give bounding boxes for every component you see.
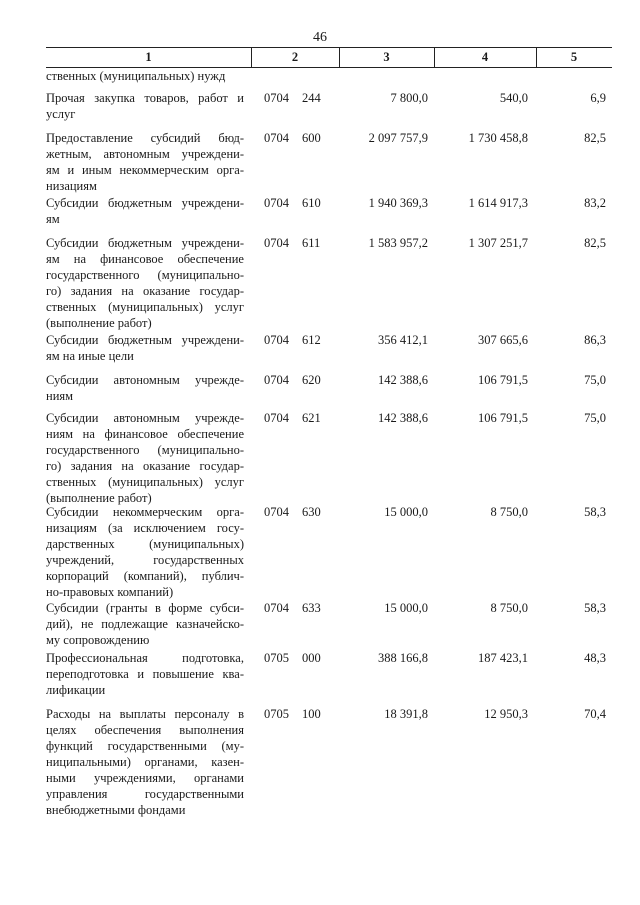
header-col-3: 3	[383, 50, 390, 64]
continuation-text: ственных (муниципальных) нужд	[46, 69, 226, 83]
description-line: ными учреждениями, органами	[46, 771, 244, 785]
executed-amount: 187 423,1	[478, 651, 528, 665]
description-line: лификации	[46, 683, 106, 697]
execution-percent: 6,9	[590, 91, 606, 105]
executed-amount: 540,0	[499, 91, 528, 105]
description-line: му сопровождению	[46, 633, 150, 647]
approved-amount: 142 388,6	[378, 373, 428, 387]
description-line: ям на иные цели	[46, 349, 134, 363]
execution-percent: 70,4	[584, 707, 606, 721]
row-description	[46, 90, 244, 122]
description-line: ям и иным некоммерческим орга-	[46, 163, 244, 177]
table-header	[46, 47, 612, 68]
description-line: корпораций (компаний), публич-	[46, 569, 244, 583]
approved-amount: 1 940 369,3	[368, 196, 428, 210]
expense-code: 244	[302, 91, 321, 105]
execution-percent: 58,3	[584, 505, 606, 519]
approved-amount: 1 583 957,2	[368, 236, 428, 250]
description-line: учреждений, государственных	[46, 553, 244, 567]
executed-amount: 1 307 251,7	[468, 236, 528, 250]
section-code: 0704	[264, 373, 289, 387]
executed-amount: 12 950,3	[484, 707, 528, 721]
expense-code: 100	[302, 707, 321, 721]
expense-code: 611	[302, 236, 321, 250]
approved-amount: 15 000,0	[384, 601, 428, 615]
approved-amount: 388 166,8	[378, 651, 428, 665]
row-description	[46, 706, 244, 818]
description-line: Предоставление субсидий бюд-	[46, 131, 244, 145]
description-line: Субсидии автономным учрежде-	[46, 411, 244, 425]
description-line: ственных (муниципальных) услуг	[46, 475, 244, 489]
description-line: го) задания на оказание государ-	[46, 459, 244, 473]
row-description	[46, 372, 244, 404]
description-line: дарственных (муниципальных)	[46, 537, 244, 551]
row-description	[46, 650, 244, 698]
executed-amount: 307 665,6	[478, 333, 528, 347]
expense-code: 600	[302, 131, 321, 145]
description-line: целях обеспечения выполнения	[46, 723, 244, 737]
description-line: Субсидии автономным учрежде-	[46, 373, 244, 387]
description-line: жетным, автономным учреждени-	[46, 147, 244, 161]
execution-percent: 75,0	[584, 373, 606, 387]
approved-amount: 2 097 757,9	[368, 131, 428, 145]
description-line: Субсидии некоммерческим орга-	[46, 505, 244, 519]
row-description	[46, 332, 244, 364]
description-line: ственных (муниципальных) услуг	[46, 300, 244, 314]
description-line: функций государственными (му-	[46, 739, 244, 753]
expense-code: 620	[302, 373, 321, 387]
executed-amount: 1 730 458,8	[468, 131, 528, 145]
description-line: Субсидии бюджетным учреждени-	[46, 196, 244, 210]
approved-amount: 7 800,0	[390, 91, 428, 105]
description-line: го) задания на оказание государ-	[46, 284, 244, 298]
header-col-2: 2	[291, 50, 299, 64]
expense-code: 000	[302, 651, 321, 665]
description-line: ниям на финансовое обеспечение	[46, 427, 244, 441]
description-line: Субсидии бюджетным учреждени-	[46, 333, 244, 347]
description-line: Профессиональная подготовка,	[46, 651, 244, 665]
executed-amount: 8 750,0	[490, 505, 528, 519]
header-col-1: 1	[145, 50, 152, 64]
execution-percent: 83,2	[584, 196, 606, 210]
section-code: 0704	[264, 411, 289, 425]
expense-code: 630	[302, 505, 321, 519]
description-line: Субсидии (гранты в форме субси-	[46, 601, 244, 615]
row-description	[46, 504, 244, 600]
description-line: услуг	[46, 107, 76, 121]
header-col-5: 5	[570, 50, 578, 64]
description-line: но-правовых компаний)	[46, 585, 174, 599]
description-line: Прочая закупка товаров, работ и	[46, 91, 244, 105]
section-code: 0705	[264, 707, 289, 721]
execution-percent: 86,3	[584, 333, 606, 347]
description-line: низациям (за исключением госу-	[46, 521, 244, 535]
execution-percent: 48,3	[584, 651, 606, 665]
section-code: 0704	[264, 601, 289, 615]
description-line: низациям	[46, 179, 97, 193]
description-line: Субсидии бюджетным учреждени-	[46, 236, 244, 250]
approved-amount: 18 391,8	[384, 707, 428, 721]
section-code: 0704	[264, 236, 289, 250]
approved-amount: 15 000,0	[384, 505, 428, 519]
description-line: ям	[46, 212, 60, 226]
section-code: 0704	[264, 333, 289, 347]
section-code: 0704	[264, 91, 289, 105]
description-line: внебюджетными фондами	[46, 803, 186, 817]
row-description	[46, 130, 244, 194]
row-description	[46, 235, 244, 331]
executed-amount: 1 614 917,3	[468, 196, 528, 210]
execution-percent: 82,5	[584, 236, 606, 250]
approved-amount: 356 412,1	[378, 333, 428, 347]
description-line: государственного (муниципально-	[46, 443, 244, 457]
expense-code: 610	[302, 196, 321, 210]
row-description	[46, 195, 244, 227]
description-line: Расходы на выплаты персоналу в	[46, 707, 244, 721]
description-line: государственного (муниципально-	[46, 268, 244, 282]
approved-amount: 142 388,6	[378, 411, 428, 425]
expense-code: 621	[302, 411, 321, 425]
description-line: (выполнение работ)	[46, 491, 152, 505]
description-line: ниям	[46, 389, 74, 403]
description-line: переподготовка и повышение ква-	[46, 667, 244, 681]
section-code: 0705	[264, 651, 289, 665]
row-description	[46, 600, 244, 648]
section-code: 0704	[264, 505, 289, 519]
expense-code: 612	[302, 333, 321, 347]
description-line: (выполнение работ)	[46, 316, 152, 330]
row-description	[46, 410, 244, 506]
expense-code: 633	[302, 601, 321, 615]
description-line: ниципальными) органами, казен-	[46, 755, 244, 769]
executed-amount: 106 791,5	[478, 411, 528, 425]
execution-percent: 82,5	[584, 131, 606, 145]
description-line: управления государственными	[46, 787, 244, 801]
execution-percent: 58,3	[584, 601, 606, 615]
executed-amount: 8 750,0	[490, 601, 528, 615]
header-col-4: 4	[481, 50, 489, 64]
description-line: ям на финансовое обеспечение	[46, 252, 244, 266]
section-code: 0704	[264, 196, 289, 210]
execution-percent: 75,0	[584, 411, 606, 425]
executed-amount: 106 791,5	[478, 373, 528, 387]
section-code: 0704	[264, 131, 289, 145]
page-number: 46	[313, 30, 327, 45]
description-line: дий), не подлежащие казначейско-	[46, 617, 244, 631]
